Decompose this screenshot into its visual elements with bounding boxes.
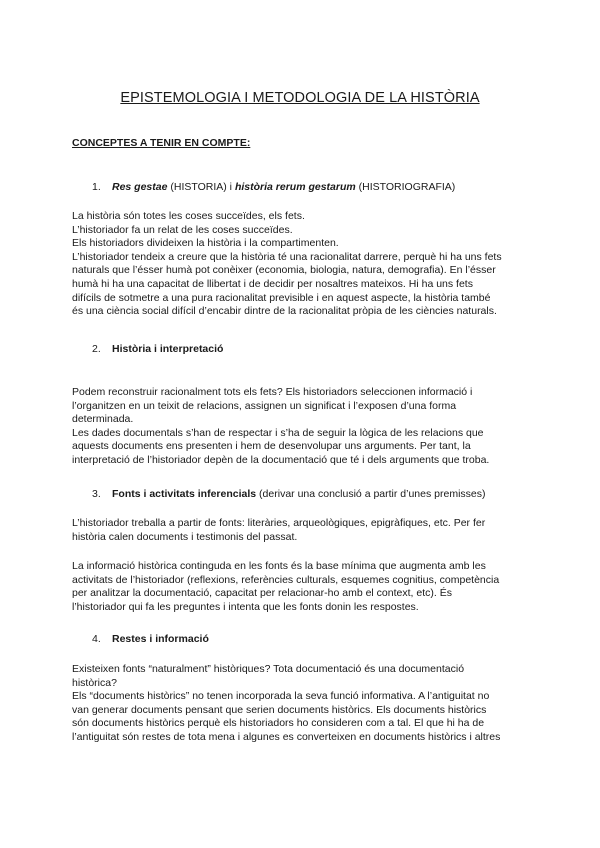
text-line: humà hi ha una capacitat de llibertat i de decidir per nosaltres mateixos. Hi ha uns fets [72,277,473,290]
text-line: Existeixen fonts “naturalment” històriques? Tota documentació és una documentació [72,663,465,675]
heading-text: Restes i informació [112,633,209,645]
section-4-heading [92,633,209,645]
section-3-heading [92,488,486,500]
heading-suffix: (derivar una conclusió a partir d’unes premisses) [256,488,486,500]
heading-text: Fonts i activitats inferencials [112,488,257,500]
text-line: l’organitzen en un teixit de relacions, assignen un significat i l’exposen d’una forma [72,399,457,412]
text-line: L’historiador tendeix a creure que la història té una racionalitat darrere, perquè hi ha uns fets [72,250,502,263]
text-line: Podem reconstruir racionalment tots els fets? Els historiadors seleccionen informació i [72,386,473,398]
section-3-paragraph-1 [72,517,532,544]
section-2-paragraph [72,386,532,468]
text-line: Les dades documentals s’han de respectar i s’ha de seguir la lògica de les relacions que [72,426,484,439]
heading-text: Història i interpretació [112,343,224,355]
text-line: Els historiadors divideixen la història i la compartimenten. [72,237,339,250]
text-line: L’historiador fa un relat de les coses succeïdes. [72,223,293,236]
concepts-heading: CONCEPTES A TENIR EN COMPTE: [72,137,251,149]
heading-text: (HISTORIA) i [167,181,235,193]
section-number: 2. [92,343,101,355]
text-line: és una ciència social difícil d’encabir dintre de la racionalitat pròpia de les ciències naturals. [72,305,497,318]
text-line: activitats de l’historiador (reflexions, referències culturals, esquemes cognitius, competència [72,573,500,586]
text-line: aquests documents ens presenten i hem de desenvolupar uns arguments. Per tant, la [72,440,471,453]
text-line: l’antiguitat són restes de tota mena i algunes es converteixen en documents històrics i altres [72,730,501,743]
heading-text: (HISTORIOGRAFIA) [355,181,456,193]
text-line: naturals que l’ésser humà pot conèixer (economia, biologia, natura, demografia). En l’ésser [72,264,496,277]
heading-term-historia-rerum: història rerum gestarum [234,181,356,193]
section-1-heading [92,181,455,193]
page-title: EPISTEMOLOGIA I METODOLOGIA DE LA HISTÒRIA [120,90,480,106]
heading-term-res-gestae: Res gestae [112,181,168,193]
text-line: difícils de sotmetre a una pura racionalitat previsible i en aquest aspecte, la història també [72,291,491,304]
text-line: L’historiador treballa a partir de fonts: literàries, arqueològiques, epigràfiques, etc. Per fer [72,517,486,529]
text-line: La informació històrica continguda en les fonts és la base mínima que augmenta amb les [72,560,486,572]
text-line: històrica? [72,676,117,689]
text-line: La història són totes les coses succeïdes, els fets. [72,210,305,222]
section-number: 1. [92,181,101,193]
section-number: 4. [92,633,101,645]
text-line: l’historiador qui fa les preguntes i intenta que les fonts donin les respostes. [72,600,419,613]
section-3-paragraph-2 [72,560,532,614]
section-number: 3. [92,488,101,500]
text-line: van generar documents pensant que serien documents històrics. Els documents històrics [72,703,487,716]
text-line: determinada. [72,413,134,426]
text-line: Els “documents històrics” no tenen incorporada la seva funció informativa. A l’antiguitat no [72,690,490,703]
text-line: són documents històrics perquè els historiadors ho consideren com a tal. El que hi ha de [72,717,485,730]
section-4-paragraph [72,663,532,745]
section-2-heading [92,343,223,355]
text-line: per analitzar la documentació, capacitat per relacionar-ho amb el context, etc). És [72,587,452,600]
text-line: interpretació de l’historiador depèn de la documentació que té i dels arguments que troba. [72,453,490,466]
section-1-paragraph [72,210,532,319]
text-line: història calen documents i testimonis del passat. [72,530,298,543]
